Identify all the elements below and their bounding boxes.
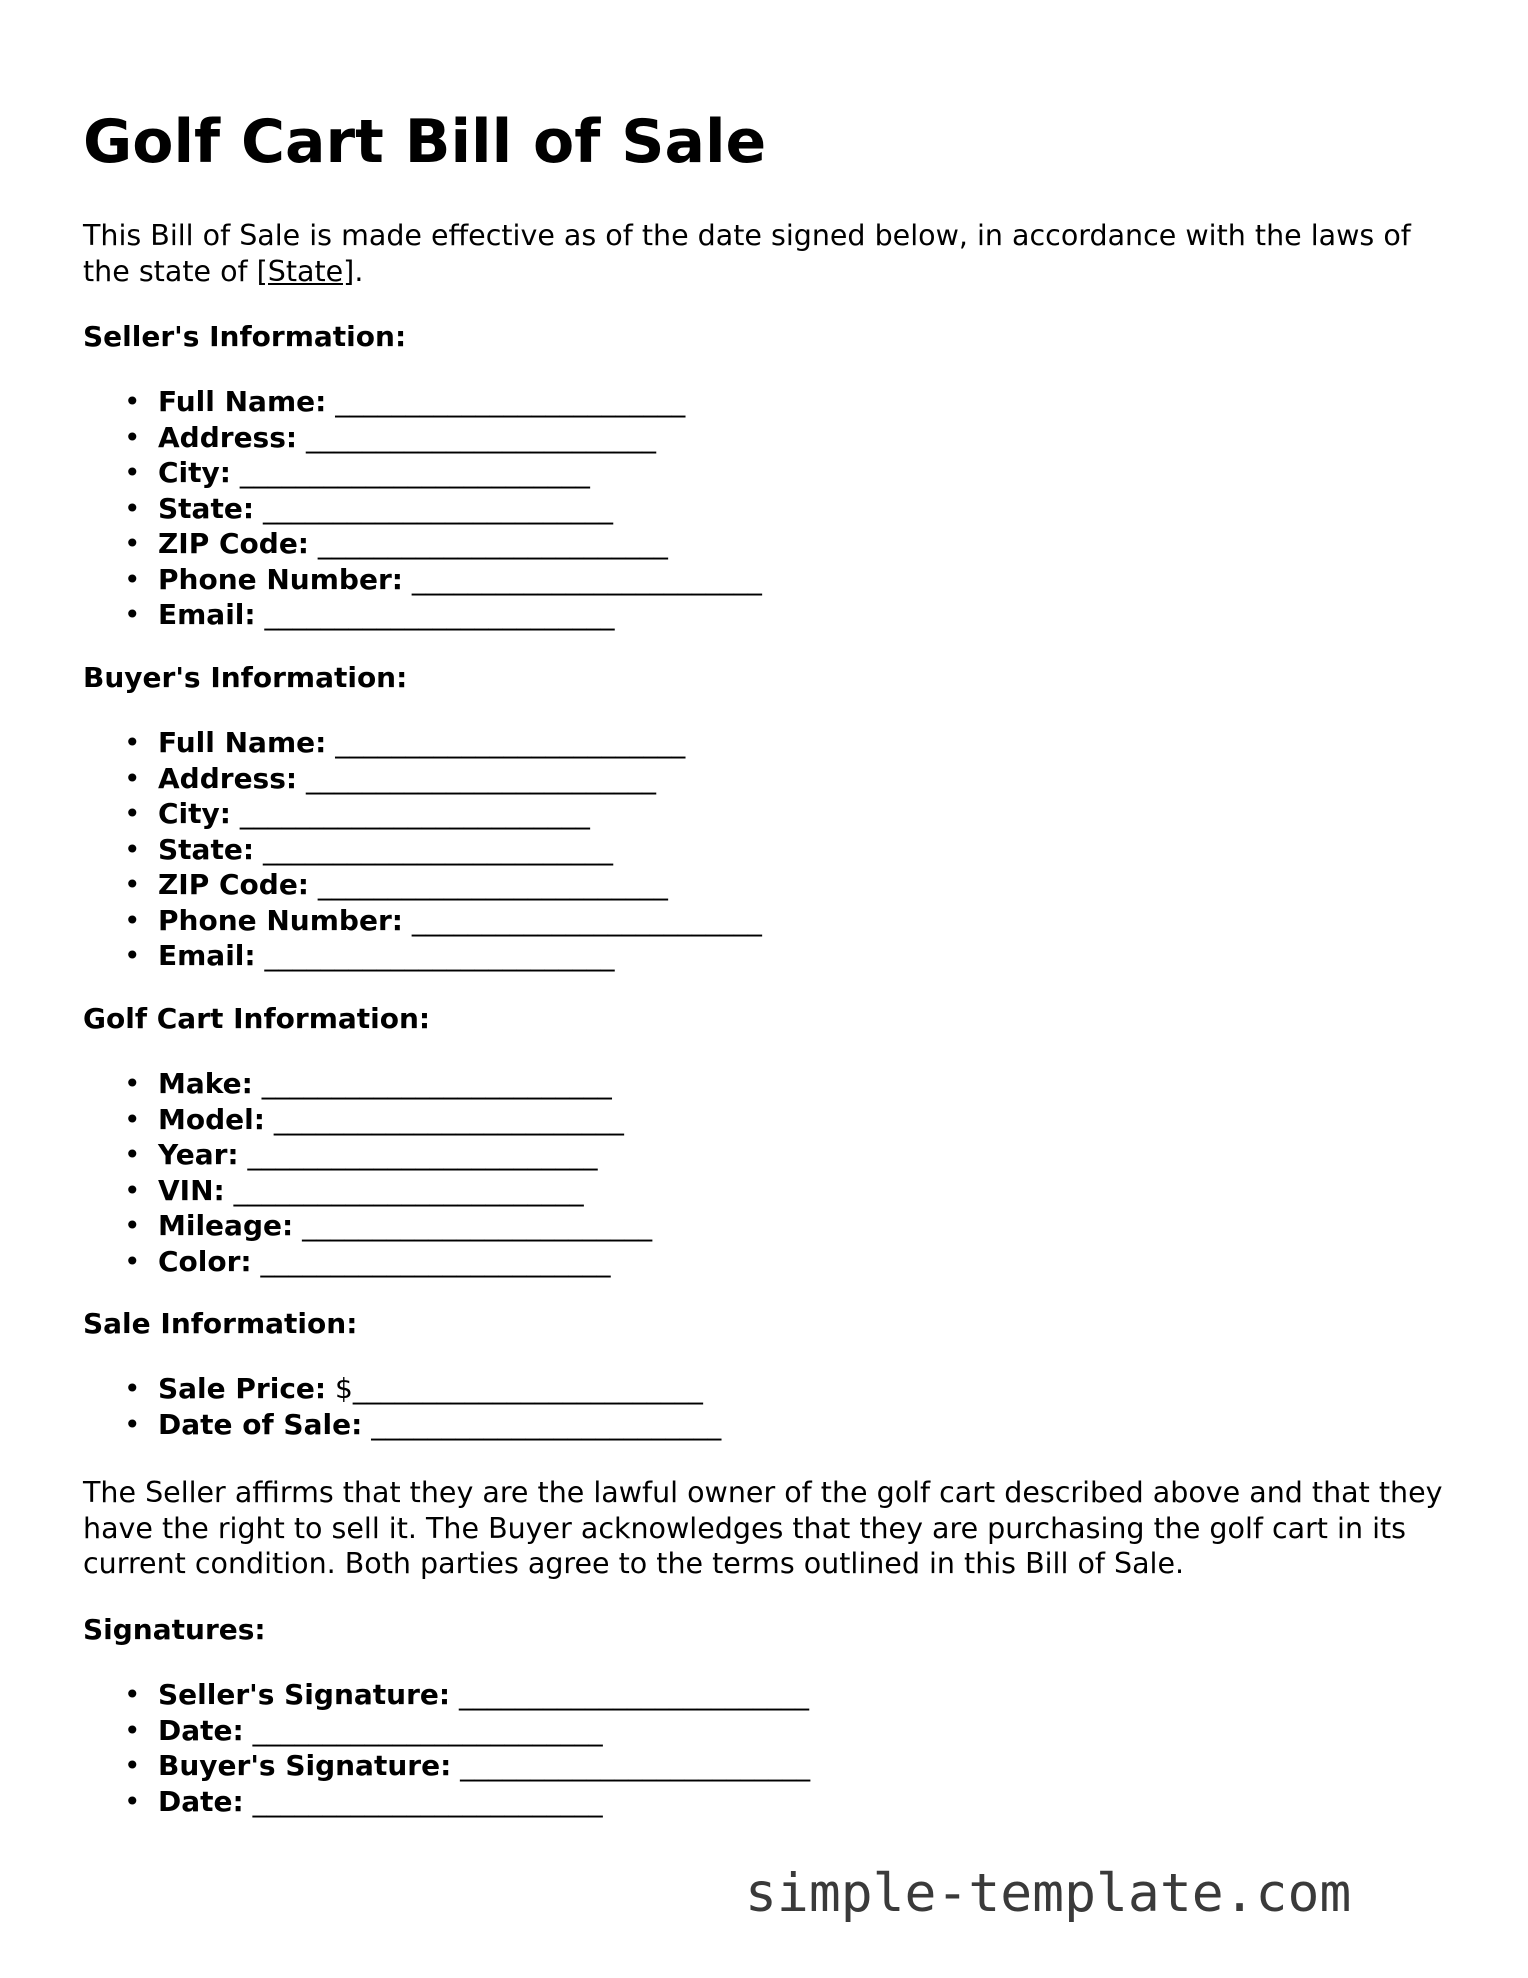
cart-model-field[interactable] xyxy=(158,1102,652,1138)
buyer-state-field[interactable] xyxy=(158,832,762,868)
seller-full-name-field[interactable] xyxy=(158,384,762,420)
seller-address-field[interactable] xyxy=(158,420,762,456)
field-blank[interactable]: $_________________________ xyxy=(335,1372,703,1405)
field-blank[interactable]: _________________________ xyxy=(306,761,656,795)
seller-date-field[interactable] xyxy=(158,1713,810,1749)
field-label: Date: xyxy=(158,1713,244,1747)
cart-mileage-field[interactable] xyxy=(158,1208,652,1244)
field-blank[interactable]: _________________________ xyxy=(302,1209,653,1242)
field-blank[interactable]: _________________________ xyxy=(239,797,590,830)
state-placeholder-link[interactable]: [State] xyxy=(256,254,355,288)
field-blank[interactable]: _________________________ xyxy=(460,1749,811,1782)
field-blank[interactable]: _________________________ xyxy=(317,527,668,560)
field-label: State: xyxy=(158,832,255,866)
field-blank[interactable]: _________________________ xyxy=(264,939,615,972)
watermark-text: simple-template.com xyxy=(745,1863,1352,1924)
field-label: Full Name: xyxy=(158,385,327,418)
seller-city-field[interactable] xyxy=(158,455,762,491)
seller-state-field[interactable] xyxy=(158,491,762,527)
buyer-field-list xyxy=(83,725,762,974)
field-blank[interactable]: _________________________ xyxy=(459,1678,809,1711)
buyer-section-heading: Buyer's Information: xyxy=(83,661,408,694)
field-label: Date: xyxy=(158,1784,244,1818)
cart-make-field[interactable] xyxy=(158,1066,652,1102)
intro-paragraph xyxy=(83,218,1453,289)
field-label: State: xyxy=(158,491,255,525)
signatures-field-list xyxy=(83,1677,810,1819)
cart-year-field[interactable] xyxy=(158,1137,652,1173)
field-label: VIN: xyxy=(158,1173,225,1207)
cart-vin-field[interactable] xyxy=(158,1173,652,1209)
field-blank[interactable]: _________________________ xyxy=(411,562,762,596)
field-blank[interactable]: _________________________ xyxy=(306,420,656,454)
buyer-email-field[interactable] xyxy=(158,938,762,974)
field-blank[interactable]: _________________________ xyxy=(371,1407,722,1441)
field-label: City: xyxy=(158,797,231,830)
field-blank[interactable]: _________________________ xyxy=(239,456,590,489)
sale-section-heading: Sale Information: xyxy=(83,1307,358,1340)
field-blank[interactable]: _________________________ xyxy=(247,1138,598,1171)
date-of-sale-field[interactable] xyxy=(158,1407,721,1443)
field-label: Mileage: xyxy=(158,1209,294,1242)
field-label: Email: xyxy=(158,598,256,631)
field-blank[interactable]: _________________________ xyxy=(264,598,615,631)
intro-period: . xyxy=(354,254,364,288)
seller-email-field[interactable] xyxy=(158,597,762,633)
sale-price-field[interactable] xyxy=(158,1371,721,1407)
field-blank[interactable]: _________________________ xyxy=(261,1067,612,1100)
seller-field-list xyxy=(83,384,762,633)
field-label: Sale Price: xyxy=(158,1372,327,1405)
buyer-signature-field[interactable] xyxy=(158,1748,810,1784)
document-title: Golf Cart Bill of Sale xyxy=(83,107,767,177)
golf-cart-section-heading: Golf Cart Information: xyxy=(83,1002,431,1035)
field-label: Seller's Signature: xyxy=(158,1678,451,1711)
intro-text: This Bill of Sale is made effective as of the date signed below, in accordance with the laws of the state of xyxy=(83,219,1411,288)
field-label: Email: xyxy=(158,939,256,972)
sale-field-list xyxy=(83,1371,721,1442)
buyer-full-name-field[interactable] xyxy=(158,725,762,761)
field-label: Year: xyxy=(158,1138,239,1171)
field-blank[interactable]: _________________________ xyxy=(252,1784,603,1818)
buyer-phone-number-field[interactable] xyxy=(158,903,762,939)
field-label: Date of Sale: xyxy=(158,1407,363,1441)
field-blank[interactable]: _________________________ xyxy=(252,1713,603,1747)
field-blank[interactable]: _________________________ xyxy=(273,1102,624,1136)
field-blank[interactable]: _________________________ xyxy=(262,491,613,525)
buyer-city-field[interactable] xyxy=(158,796,762,832)
affirmation-paragraph: The Seller affirms that they are the lawful owner of the golf cart described above and that they have the right to sell it. The Buyer acknowledges that they are purchasing the golf cart in its current condition. Both parties agree to the terms outlined in this Bill of Sale. xyxy=(83,1476,1443,1580)
golf-cart-field-list xyxy=(83,1066,652,1279)
field-label: Address: xyxy=(158,761,298,795)
field-blank[interactable]: _________________________ xyxy=(335,726,686,759)
field-label: Color: xyxy=(158,1244,252,1278)
buyer-date-field[interactable] xyxy=(158,1784,810,1820)
field-blank[interactable]: _________________________ xyxy=(260,1244,611,1278)
seller-signature-field[interactable] xyxy=(158,1677,810,1713)
field-label: Full Name: xyxy=(158,726,327,759)
field-label: ZIP Code: xyxy=(158,527,310,560)
field-label: Phone Number: xyxy=(158,562,403,596)
seller-section-heading: Seller's Information: xyxy=(83,320,407,353)
field-blank[interactable]: _________________________ xyxy=(262,832,613,866)
signatures-section-heading: Signatures: xyxy=(83,1613,266,1646)
buyer-zip-code-field[interactable] xyxy=(158,867,762,903)
field-blank[interactable]: _________________________ xyxy=(411,903,762,937)
field-label: City: xyxy=(158,456,231,489)
field-label: Model: xyxy=(158,1102,265,1136)
field-label: Buyer's Signature: xyxy=(158,1749,452,1782)
cart-color-field[interactable] xyxy=(158,1244,652,1280)
seller-zip-code-field[interactable] xyxy=(158,526,762,562)
seller-phone-number-field[interactable] xyxy=(158,562,762,598)
field-blank[interactable]: _________________________ xyxy=(233,1173,584,1207)
buyer-address-field[interactable] xyxy=(158,761,762,797)
field-label: Phone Number: xyxy=(158,903,403,937)
field-label: ZIP Code: xyxy=(158,868,310,901)
field-blank[interactable]: _________________________ xyxy=(335,385,686,418)
field-label: Make: xyxy=(158,1067,253,1100)
field-label: Address: xyxy=(158,420,298,454)
field-blank[interactable]: _________________________ xyxy=(317,868,668,901)
